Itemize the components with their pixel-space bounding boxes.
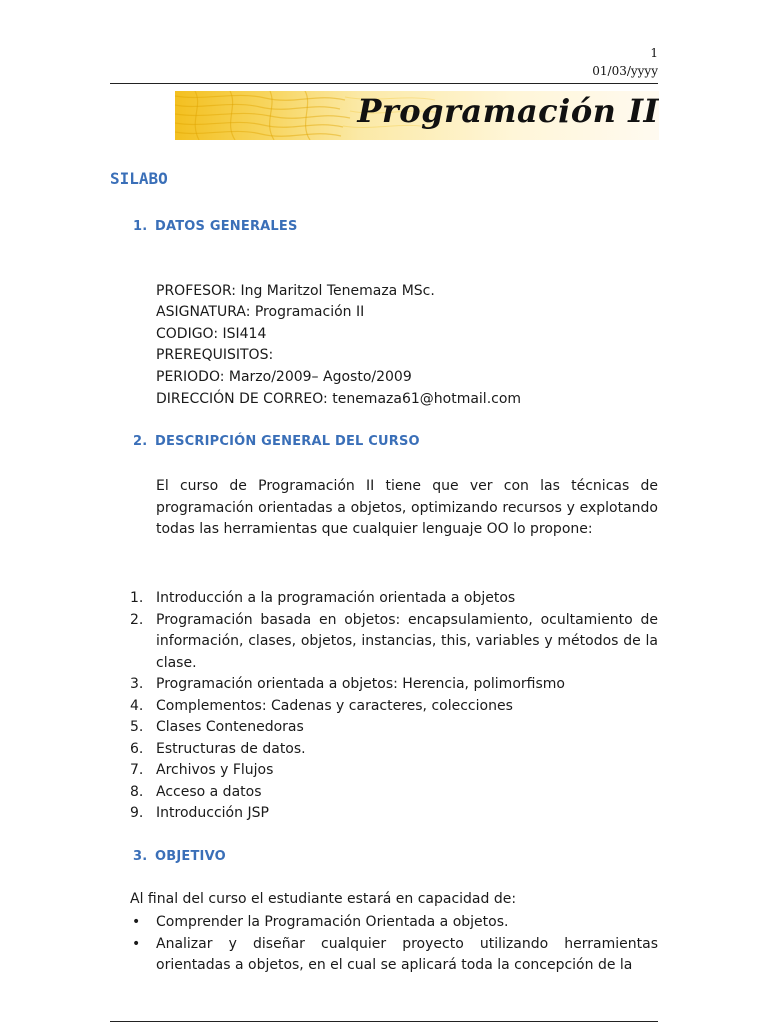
title-banner: [175, 91, 659, 140]
section-number: 1.: [133, 219, 148, 234]
list-item: [130, 912, 658, 934]
list-item: [130, 782, 658, 804]
section-title: DESCRIPCIÓN GENERAL DEL CURSO: [155, 434, 420, 449]
list-item: [130, 760, 658, 782]
section-title: OBJETIVO: [155, 849, 226, 864]
header-date: 01/03/yyyy: [592, 64, 658, 78]
footer-rule: [110, 1021, 658, 1022]
list-item: [130, 588, 658, 610]
descripcion-paragraph: El curso de Programación II tiene que ver con las técnicas de programación orientadas a objetos, optimizando recursos y explotando todas las herramientas que cualquier lenguaje OO lo propone:: [156, 478, 658, 537]
info-codigo: CODIGO: ISI414: [156, 326, 267, 342]
list-item-text: Estructuras de datos.: [156, 740, 306, 757]
section-heading-objetivo: [133, 849, 226, 864]
section-number: 2.: [133, 434, 148, 449]
list-number: 8.: [130, 783, 144, 800]
list-item-text: Complementos: Cadenas y caracteres, colecciones: [156, 697, 513, 714]
banner-title: Programación II: [357, 92, 659, 130]
list-item-text: Comprender la Programación Orientada a objetos.: [156, 914, 509, 930]
list-number: 9.: [130, 805, 144, 821]
silabo-heading: SILABO: [110, 169, 168, 188]
page-number: 1: [650, 46, 658, 60]
list-item-text: Programación basada en objetos: encapsulamiento, ocultamiento de información, clases, objetos, instancias, this, variables y métodos de la clase.: [156, 611, 658, 671]
list-item-text: Archivos y Flujos: [156, 762, 274, 778]
list-number: 4.: [130, 697, 144, 714]
list-number: 6.: [130, 740, 144, 757]
list-item: [130, 739, 658, 761]
section-title: DATOS GENERALES: [155, 219, 298, 234]
list-item-text: Programación orientada a objetos: Herencia, polimorfismo: [156, 676, 565, 692]
section-number: 3.: [133, 849, 148, 864]
list-number: 1.: [130, 590, 144, 606]
temas-list: [130, 588, 658, 825]
list-item: [130, 696, 658, 718]
info-asignatura: ASIGNATURA: Programación II: [156, 304, 365, 320]
bullet-icon: •: [132, 935, 141, 952]
list-number: 3.: [130, 676, 144, 692]
list-number: 5.: [130, 719, 144, 735]
list-item: [130, 610, 658, 675]
list-item: [130, 674, 658, 696]
list-number: 2.: [130, 611, 144, 628]
list-item-text: Acceso a datos: [156, 783, 262, 800]
list-item: [130, 934, 658, 977]
list-item: [130, 717, 658, 739]
objetivo-intro: Al final del curso el estudiante estará en capacidad de:: [130, 891, 517, 907]
list-number: 7.: [130, 762, 144, 778]
list-item-text: Introducción a la programación orientada a objetos: [156, 590, 516, 606]
info-profesor: PROFESOR: Ing Maritzol Tenemaza MSc.: [156, 283, 435, 299]
info-correo: DIRECCIÓN DE CORREO: tenemaza61@hotmail.com: [156, 391, 522, 407]
header-rule: [110, 83, 658, 84]
list-item-text: Introducción JSP: [156, 805, 269, 821]
section-heading-datos-generales: [133, 219, 298, 234]
objetivo-list: [130, 912, 658, 977]
list-item: [130, 803, 658, 825]
bullet-icon: •: [132, 914, 141, 930]
list-item-text: Clases Contenedoras: [156, 719, 304, 735]
list-item-text: Analizar y diseñar cualquier proyecto utilizando herramientas orientadas a objetos, en el cual se aplicará toda la concepción de la: [156, 935, 658, 973]
info-prerequisitos: PREREQUISITOS:: [156, 347, 274, 363]
info-periodo: PERIODO: Marzo/2009– Agosto/2009: [156, 369, 412, 385]
section-heading-descripcion: [133, 434, 420, 449]
